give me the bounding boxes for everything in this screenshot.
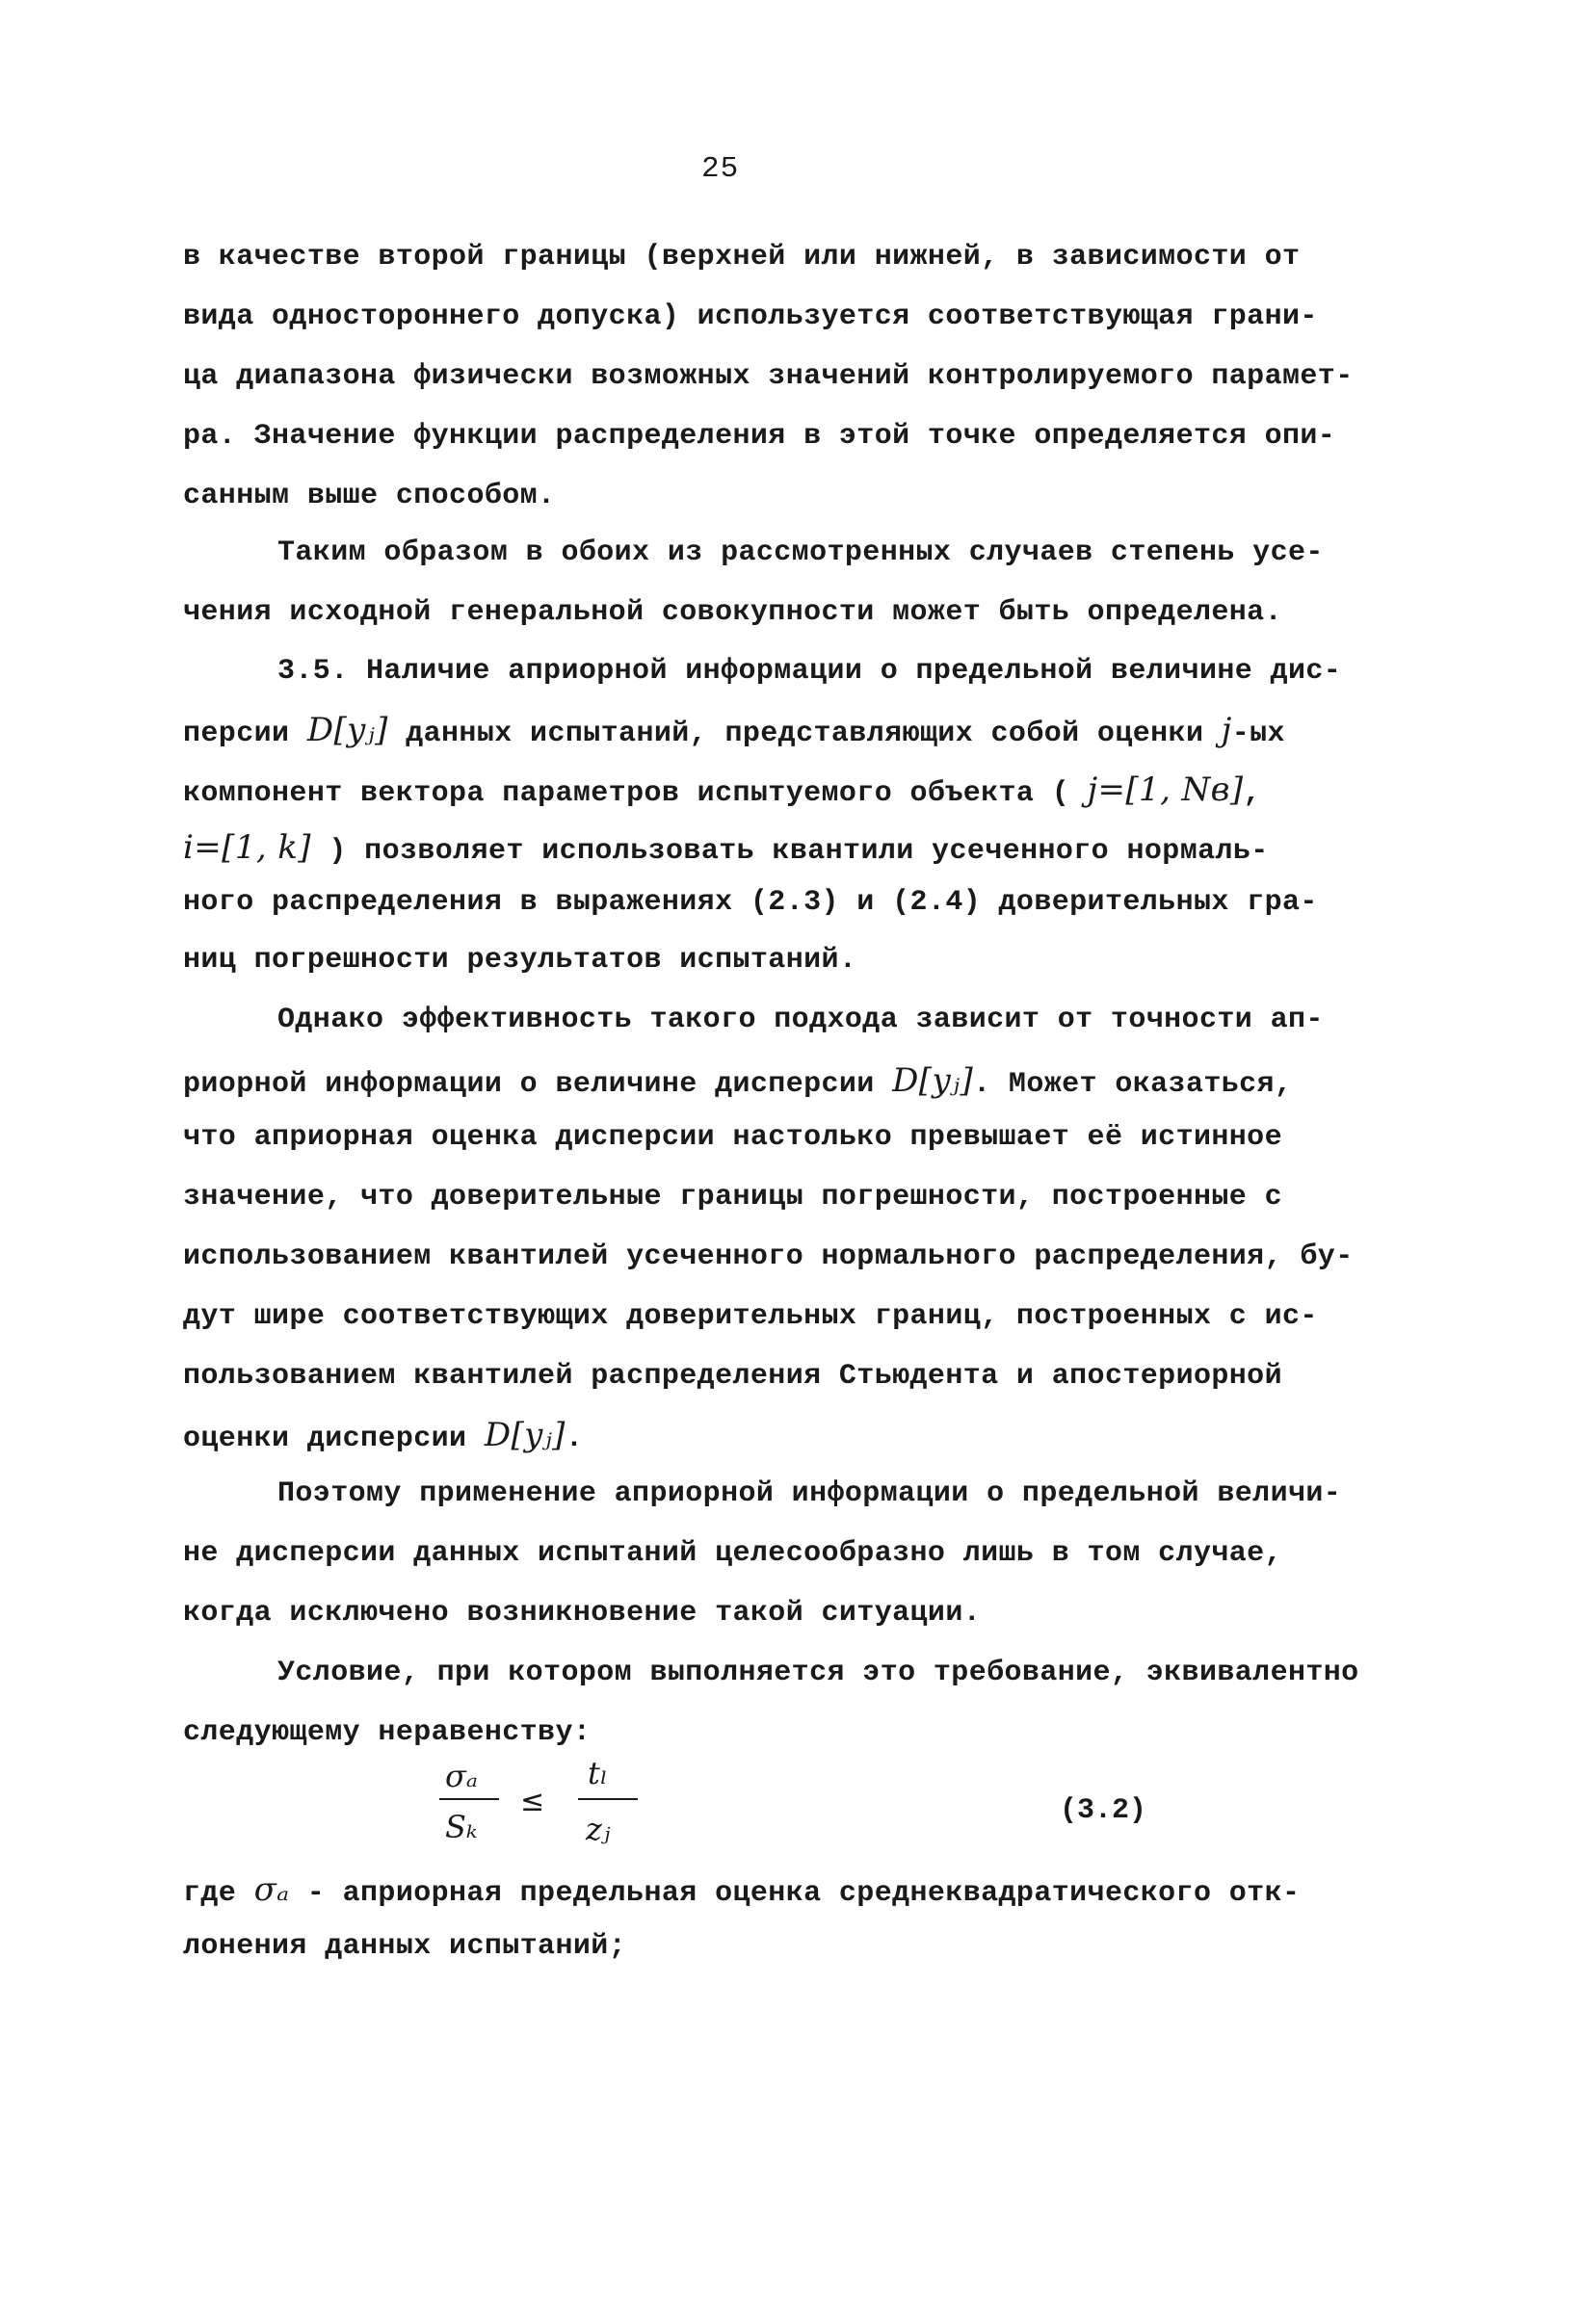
handwritten-formula: σₐ — [253, 1870, 290, 1909]
text-fragment: оценки дисперсии — [183, 1423, 485, 1455]
text-line: вида одностороннего допуска) используется соответствующая грани- — [183, 300, 1318, 333]
text-fragment: ) позволяет использовать квантили усеченного нормаль- — [310, 835, 1269, 868]
paragraph-line: Однако эффективность такого подхода зависит от точности ап- — [277, 1004, 1324, 1036]
text-line: когда исключено возникновение такой ситуации. — [183, 1597, 982, 1630]
text-fragment: персии — [183, 718, 307, 750]
handwritten-formula: D[yⱼ] — [484, 1416, 566, 1454]
paragraph-line: Условие, при котором выполняется это требование, эквивалентно — [277, 1657, 1359, 1689]
text-line: лонения данных испытаний; — [183, 1930, 627, 1963]
text-line — [183, 711, 1285, 750]
text-line: санным выше способом. — [183, 480, 556, 512]
text-fragment: . — [565, 1423, 584, 1455]
text-fragment: компонент вектора параметров испытуемого объекта ( — [183, 777, 1088, 810]
text-line — [183, 770, 1261, 810]
text-line — [183, 828, 1269, 868]
inequality-formula — [424, 1743, 713, 1859]
text-line: использованием квантилей усеченного нормального распределения, бу- — [183, 1240, 1354, 1273]
fraction-right-numerator: tₗ — [588, 1755, 608, 1791]
paragraph-line: Поэтому применение априорной информации о предельной величи- — [277, 1477, 1342, 1510]
text-line: следующему неравенству: — [183, 1716, 592, 1749]
handwritten-formula: D[yⱼ] — [306, 711, 388, 749]
text-fragment: , — [1243, 777, 1261, 810]
text-line — [183, 1416, 583, 1455]
text-fragment: риорной информации о величине дисперсии — [183, 1068, 893, 1101]
text-fragment: данных испытаний, представляющих собой оценки — [406, 718, 1222, 750]
handwritten-formula: j=[1, Nв] — [1087, 770, 1244, 809]
text-line: в качестве второй границы (верхней или нижней, в зависимости от — [183, 241, 1301, 274]
text-line: значение, что доверительные границы погрешности, построенные с — [183, 1181, 1282, 1214]
text-line: пользованием квантилей распределения Стьюдента и апостериорной — [183, 1360, 1282, 1393]
text-line: ного распределения в выражениях (2.3) и (2.4) доверительных гра- — [183, 886, 1318, 919]
handwritten-formula: j — [1221, 711, 1232, 749]
text-fragment: где — [183, 1877, 254, 1910]
text-line: что априорная оценка дисперсии настолько превышает её истинное — [183, 1121, 1282, 1154]
fraction-left-denominator: Sₖ — [445, 1809, 478, 1845]
text-line: не дисперсии данных испытаний целесообразно лишь в том случае, — [183, 1537, 1282, 1570]
leq-symbol: ≤ — [520, 1785, 545, 1818]
handwritten-formula: i=[1, k] — [183, 828, 311, 867]
equation-number: (3.2) — [1060, 1794, 1147, 1827]
text-fragment: -ых — [1231, 718, 1285, 750]
text-line: ра. Значение функции распределения в этой точке определяется опи- — [183, 420, 1336, 453]
text-line: ца диапазона физически возможных значений контролируемого парамет- — [183, 360, 1354, 393]
text-line — [183, 1061, 1292, 1101]
text-line: ниц погрешности результатов испытаний. — [183, 944, 857, 977]
text-fragment: - априорная предельная оценка среднеквадратического отк- — [289, 1877, 1301, 1910]
text-line: дут шире соответствующих доверительных границ, построенных с ис- — [183, 1300, 1318, 1333]
fraction-left-numerator: σₐ — [445, 1758, 478, 1794]
section-3-5-line: 3.5. Наличие априорной информации о предельной величине дис- — [277, 655, 1342, 688]
handwritten-formula: D[yⱼ] — [892, 1061, 974, 1100]
page-number: 25 — [701, 152, 740, 186]
text-line — [183, 1870, 1300, 1910]
text-line: чения исходной генеральной совокупности может быть определена. — [183, 596, 1282, 629]
text-fragment: . Может оказаться, — [973, 1068, 1293, 1101]
paragraph-line: Таким образом в обоих из рассмотренных случаев степень усе- — [277, 536, 1324, 569]
fraction-right-denominator: zⱼ — [586, 1811, 611, 1847]
